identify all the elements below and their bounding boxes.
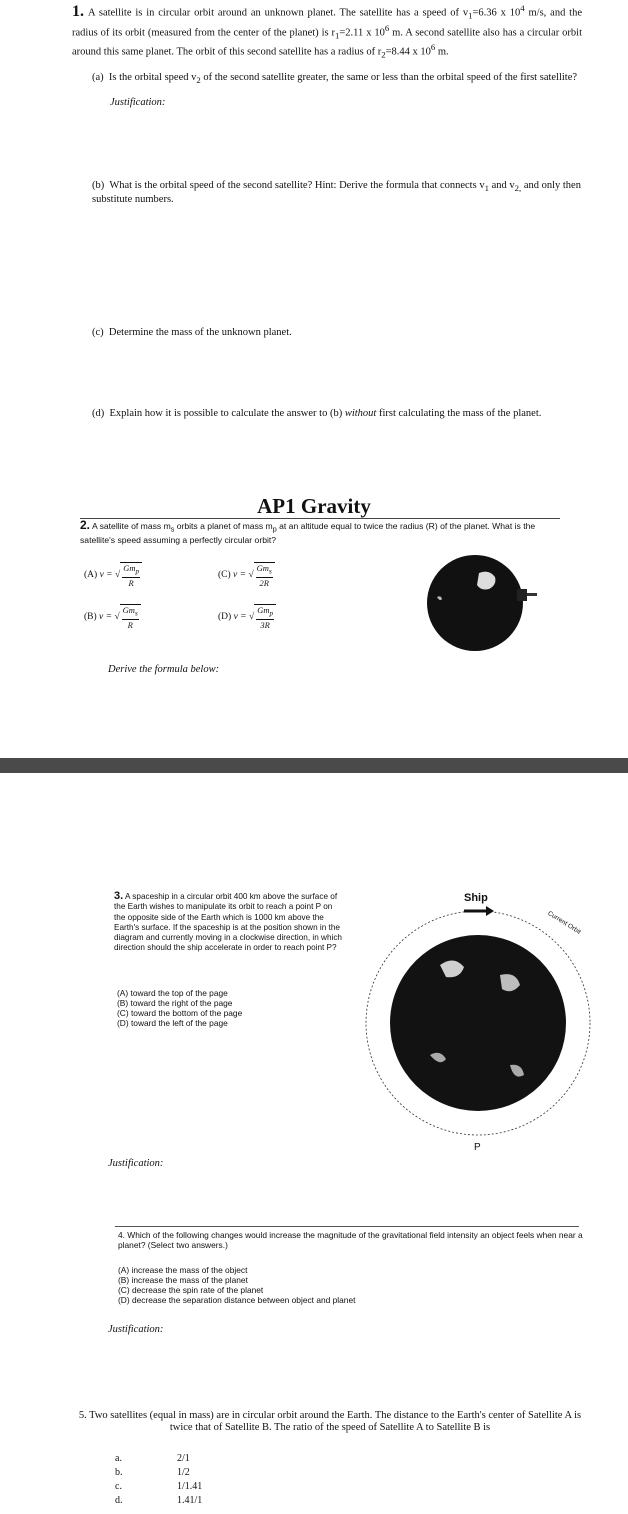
question-1: 1. A satellite is in circular orbit around an unknown planet. The satellite has a speed of $v_1=6.36$ x $10^4$ m/s, and the radius of its orbit (measured from the center of the planet) is $r_1=2.11$ x $10^6$ m. A second satellite also has a circular orbit around this same planet. The orbit of this second satellite has a radius of $r_2=8.44$ x $10^6$ m. [72, 2, 582, 60]
earth-shape [390, 935, 566, 1111]
option-d: (D) v = √ $\frac{Gm_p}{3R}$ [218, 604, 276, 630]
ship-label: Ship [464, 892, 488, 904]
option-d: (D) decrease the separation distance between object and planet [118, 1295, 356, 1305]
question-4-rule [115, 1226, 579, 1227]
question-1c: (c) Determine the mass of the unknown planet. [92, 327, 292, 338]
option-row: c. 1/1.41 [115, 1481, 203, 1492]
question-1b: (b) What is the orbital speed of the second satellite? Hint: Derive the formula that connects $v_1$ and $v_{2,}$ and only then substitute numbers. [92, 180, 581, 206]
option-c: (C) decrease the spin rate of the planet [118, 1285, 264, 1295]
planet-satellite-image [425, 545, 545, 665]
point-p-label: P [474, 1142, 481, 1153]
orbit-label: Current Orbit [546, 910, 582, 936]
derive-label: Derive the formula below: [108, 664, 220, 675]
planet-shape [427, 555, 523, 651]
option-row: a. 2/1 [115, 1453, 190, 1464]
question-4-options [118, 1265, 355, 1305]
option-c: (C) v = √ $\frac{Gm_s}{2R}$ [218, 562, 275, 588]
question-5: 5. Two satellites (equal in mass) are in circular orbit around the Earth. The distance to the Earth's center of Satellite A is twice that of Satellite B. The ratio of the speed of Satellite A to Satellite B is [78, 1410, 582, 1433]
question-5-options [115, 1452, 202, 1508]
option-a: (A) toward the top of the page [117, 988, 228, 998]
option-c: (C) toward the bottom of the page [117, 1008, 243, 1018]
ship-arrow-head [486, 906, 494, 916]
option-b: (B) v = √ $\frac{Gm_s}{R}$ [84, 604, 141, 630]
section-title: AP1 Gravity [257, 494, 371, 518]
question-3-options [117, 988, 242, 1028]
satellite-panel [527, 593, 537, 596]
question-1a: (a) Is the orbital speed $v_2$ of the second satellite greater, the same or less than the orbital speed of the first satellite? [92, 72, 578, 86]
option-row: b. 1/2 [115, 1467, 190, 1478]
option-b: (B) increase the mass of the planet [118, 1275, 248, 1285]
question-4: 4. Which of the following changes would increase the magnitude of the gravitational field intensity an object feels when near a planet? (Select two answers.) [118, 1230, 583, 1250]
option-b: (B) toward the right of the page [117, 998, 233, 1008]
option-a: (A) increase the mass of the object [118, 1265, 248, 1275]
justification-label: Justification: [108, 1324, 164, 1335]
satellite-body [517, 589, 527, 601]
justification-label: Justification: [108, 1158, 164, 1169]
question-3: 3. A spaceship in a circular orbit 400 km above the surface of the Earth wishes to manipulate its orbit to reach a point P on the opposite side of the Earth which is 1000 km above the Earth's surface. If the spaceship is at the position shown in the diagram and currently moving in a clockwise direction, in which direction should the ship accelerate in order to reach point P? [114, 890, 342, 953]
question-number: 2. [80, 518, 91, 532]
question-number: 3. [114, 890, 124, 902]
page-divider [0, 758, 628, 773]
option-d: (D) toward the left of the page [117, 1018, 228, 1028]
option-row: d. 1.41/1 [115, 1495, 203, 1506]
option-a: (A) v = √ $\frac{Gm_p}{R}$ [84, 562, 142, 588]
justification-label: Justification: [110, 97, 166, 108]
question-2: 2. A satellite of mass $m_s$ orbits a planet of mass $m_p$ at an altitude equal to twice the radius (R) of the planet. What is the satellite's speed assuming a perfectly circular orbit? [80, 518, 536, 545]
question-number: 1. [72, 2, 84, 20]
title-rule [80, 518, 560, 519]
question-1d: (d) Explain how it is possible to calculate the answer to (b) without first calculating the mass of the planet. [92, 408, 542, 419]
